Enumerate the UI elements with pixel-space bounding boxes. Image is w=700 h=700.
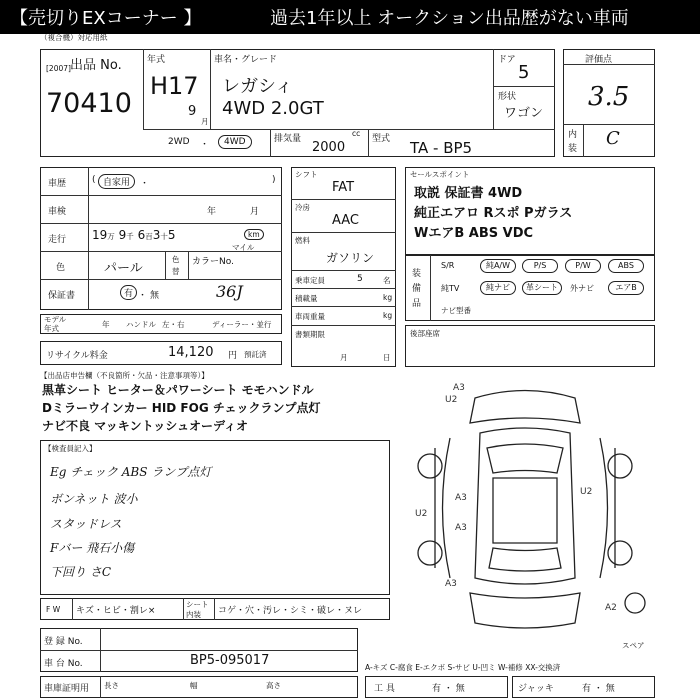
car-label: 車名・グレード [214,55,278,65]
lot-label: 出品 No. [70,58,122,73]
paper-note: （複合機）対応用紙 [40,33,108,42]
registration-label: 登 録 No. [44,637,83,647]
aircon-value: AAC [332,213,359,228]
lot-number: 70410 [46,88,132,119]
warranty-no: 無 [150,291,160,301]
mileage-digit: 9 [99,228,108,242]
weight-unit: kg [383,311,393,320]
equip-pw: P/W [565,259,601,273]
inspector-line: Fバー 飛石小傷 [50,541,135,555]
color-change-a: 色 [172,255,180,264]
recycle-value: 14,120 [168,345,214,360]
mileage-unit: 千 [126,232,134,241]
tools-label: 工 具 [374,684,395,694]
car-roof [493,478,557,543]
tools-value: 有 ・ 無 [432,684,465,694]
displacement-value: 2000 [312,140,346,155]
car-right-side [600,438,615,578]
inspector-line: スタッドレス [50,517,122,531]
equip-leather: 革シート [522,281,562,295]
year-era: H [150,72,169,100]
shift-value: FAT [332,180,355,195]
car-name: レガシィ [222,76,293,97]
sales-line: 取説 保証書 4WD [414,186,523,201]
banner-title-text: 売切りEXコーナー [28,8,178,29]
warranty-label: 保証書 [48,291,76,301]
mileage-digit: 3 [152,228,161,242]
banner-close-bracket: 】 [183,8,202,29]
color-label: 色 [56,263,66,273]
color-value: パール [104,261,143,276]
doc-deadline-label: 書類期限 [295,330,325,339]
store-note-line: ナビ不良 マッキントッシュオーディオ [42,419,249,433]
history-private: 自家用 [98,174,135,189]
seat-label-b: 内装 [186,610,201,619]
mileage-digit: 5 [167,228,176,242]
shift-label: シフト [295,170,318,179]
cert-label: 車庫証明用 [44,684,90,694]
mileage-label: 走行 [48,235,67,245]
inspection-year-unit: 年 [207,207,217,217]
score-value: 3.5 [588,82,630,112]
store-note-line: 黒革シート ヒーター＆パワーシート モモハンドル [42,383,314,397]
chassis-label: 車 台 No. [44,659,83,669]
color-no-label: カラーNo. [192,257,234,267]
car-grade: 4WD 2.0GT [222,98,324,119]
mileage-digit: 6 [137,228,146,242]
interior-label-b: 装 [568,144,578,154]
equip-tv: 純TV [441,284,460,293]
jack-label: ジャッキ [518,684,554,694]
equip-airbag: エアB [608,281,644,295]
spare-label: スペア [622,641,645,650]
equip-sr: S/R [441,261,455,270]
equip-ext-navi: 外ナビ [570,284,594,293]
recycle-deposit: 預託済 [244,350,267,359]
seat-label-a: シート [186,600,209,609]
capacity-value: 5 [357,274,363,284]
load-unit: kg [383,293,393,302]
equipment-label-a: 装 [412,269,422,279]
color-no-value: 36J [216,282,243,301]
banner-open-bracket: 【 [10,8,28,29]
doc-deadline-month: 月 [340,353,348,362]
rear-seat-box [405,325,655,367]
drive-sep: ・ [200,140,210,150]
mileage-row [92,228,176,242]
warranty-dot: ・ [138,291,148,301]
history-paren-close: ) [272,175,276,185]
car-left-side [435,438,450,578]
fuel-value: ガソリン [326,251,375,265]
equip-alloy-wheel: 純A/W [480,259,516,273]
shape-value: ワゴン [504,106,544,121]
drive-2wd: 2WD [168,137,190,147]
seat-items: コゲ・穴・汚レ・シミ・破レ・ヌレ [218,606,363,616]
year-month: 9 [188,104,197,119]
doors-value: 5 [518,62,530,83]
store-notes-label: 【出品店申告欄（不良箇所・欠品・注意事項等）】 [40,371,209,380]
load-label: 積載量 [295,294,318,303]
spare-tire [625,593,645,613]
model-type-label: 型式 [372,134,391,144]
damage-mark: U2 [580,487,593,497]
mileage-mile: マイル [232,243,255,252]
model-year-label-a: モデル [44,315,67,324]
equip-ps: P/S [522,259,558,273]
legend: A-キズ C-腐食 E-エクボ S-サビ U-凹ミ W-補修 XX-交換済 [365,663,561,672]
inspector-line: Eg チェック ABS ランプ点灯 [50,465,212,479]
dealer-label: ディーラー・並行 [212,320,272,329]
car-rear-outline [470,593,580,628]
doc-deadline-day: 日 [383,353,391,362]
history-dot: ・ [140,179,150,189]
damage-mark: A2 [605,603,617,613]
interior-value: C [606,128,620,149]
year-label: 年式 [147,55,166,65]
year-value: 17 [168,72,199,100]
inspector-label: 【検査員記入】 [44,444,97,453]
aircon-label: 冷房 [295,203,310,212]
recycle-unit: 円 [228,351,238,361]
cert-width: 幅 [190,681,198,690]
equipment-label-b: 備 [412,284,422,294]
fw-items: キズ・ヒビ・割レ× [76,606,156,616]
lot-year-tag: [2007] [46,64,71,73]
car-rear-window [489,548,561,571]
wheel-front-left [418,454,442,478]
jack-value: 有 ・ 無 [582,684,615,694]
capacity-label: 乗車定員 [295,276,325,285]
shape-label: 形状 [498,92,517,102]
year-month-unit: 月 [201,117,209,126]
history-label: 車歴 [48,179,67,189]
store-note-line: Dミラーウインカー HID FOG チェックランプ点灯 [42,401,321,415]
model-year-label-b: 年式 [44,324,59,333]
handle-options: 左・右 [162,320,185,329]
fuel-label: 燃料 [295,236,310,245]
history-paren-open: ( [92,175,96,185]
mileage-unit: 百 [145,232,153,241]
displacement-label: 排気量 [274,134,302,144]
doors-label: ドア [498,55,516,65]
inspector-line: ボンネット 波小 [50,492,138,506]
inspector-line: 下回り さC [50,565,111,579]
fw-label: F W [46,605,61,614]
interior-label-a: 内 [568,130,578,140]
car-windshield [487,444,563,473]
damage-mark: U2 [445,395,458,405]
wheel-front-right [608,454,632,478]
recycle-label: リサイクル料金 [46,351,108,361]
handle-label: ハンドル [126,320,156,329]
mileage-digit: 1 [92,228,100,242]
damage-mark: U2 [415,509,428,519]
mileage-unit: 万 [107,232,115,241]
inspection-month-unit: 月 [250,207,260,217]
cert-height: 高さ [266,681,281,690]
wheel-rear-right [608,541,632,565]
equipment-label-c: 品 [412,299,422,309]
cert-length: 長さ [104,681,119,690]
warranty-yes: 有 [120,285,137,300]
sales-line: 純正エアロ Rスポ Pガラス [414,206,573,221]
damage-mark: A3 [453,383,465,393]
drive-4wd: 4WD [218,135,252,149]
displacement-unit: cc [352,129,361,138]
navi-model-label: ナビ型番 [441,306,471,315]
chassis-value: BP5-095017 [190,653,270,668]
mileage-unit: 十 [160,232,168,241]
capacity-unit: 名 [383,276,391,285]
damage-mark: A3 [445,579,457,589]
mileage-km: km [244,229,264,240]
sales-line: WエアB ABS VDC [414,226,534,241]
inspection-label: 車検 [48,207,67,217]
model-type-value: TA - BP5 [410,139,473,157]
wheel-rear-left [418,541,442,565]
banner-title [10,4,201,30]
color-change-b: 替 [172,267,180,276]
damage-mark: A3 [455,523,467,533]
car-front-outline [470,391,580,424]
equip-abs: ABS [608,259,644,273]
weight-label: 車両重量 [295,312,325,321]
sales-label: セールスポイント [410,170,470,179]
banner-subtitle: 過去1年以上 オークション出品歴がない車両 [270,8,629,29]
car-diagram [405,378,650,640]
damage-mark: A3 [455,493,467,503]
rear-seat-label: 後部座席 [410,329,440,338]
score-label: 評価点 [585,55,613,65]
model-year-year: 年 [102,320,110,329]
mileage-digit: 9 [118,228,127,242]
equip-navi: 純ナビ [480,281,516,295]
